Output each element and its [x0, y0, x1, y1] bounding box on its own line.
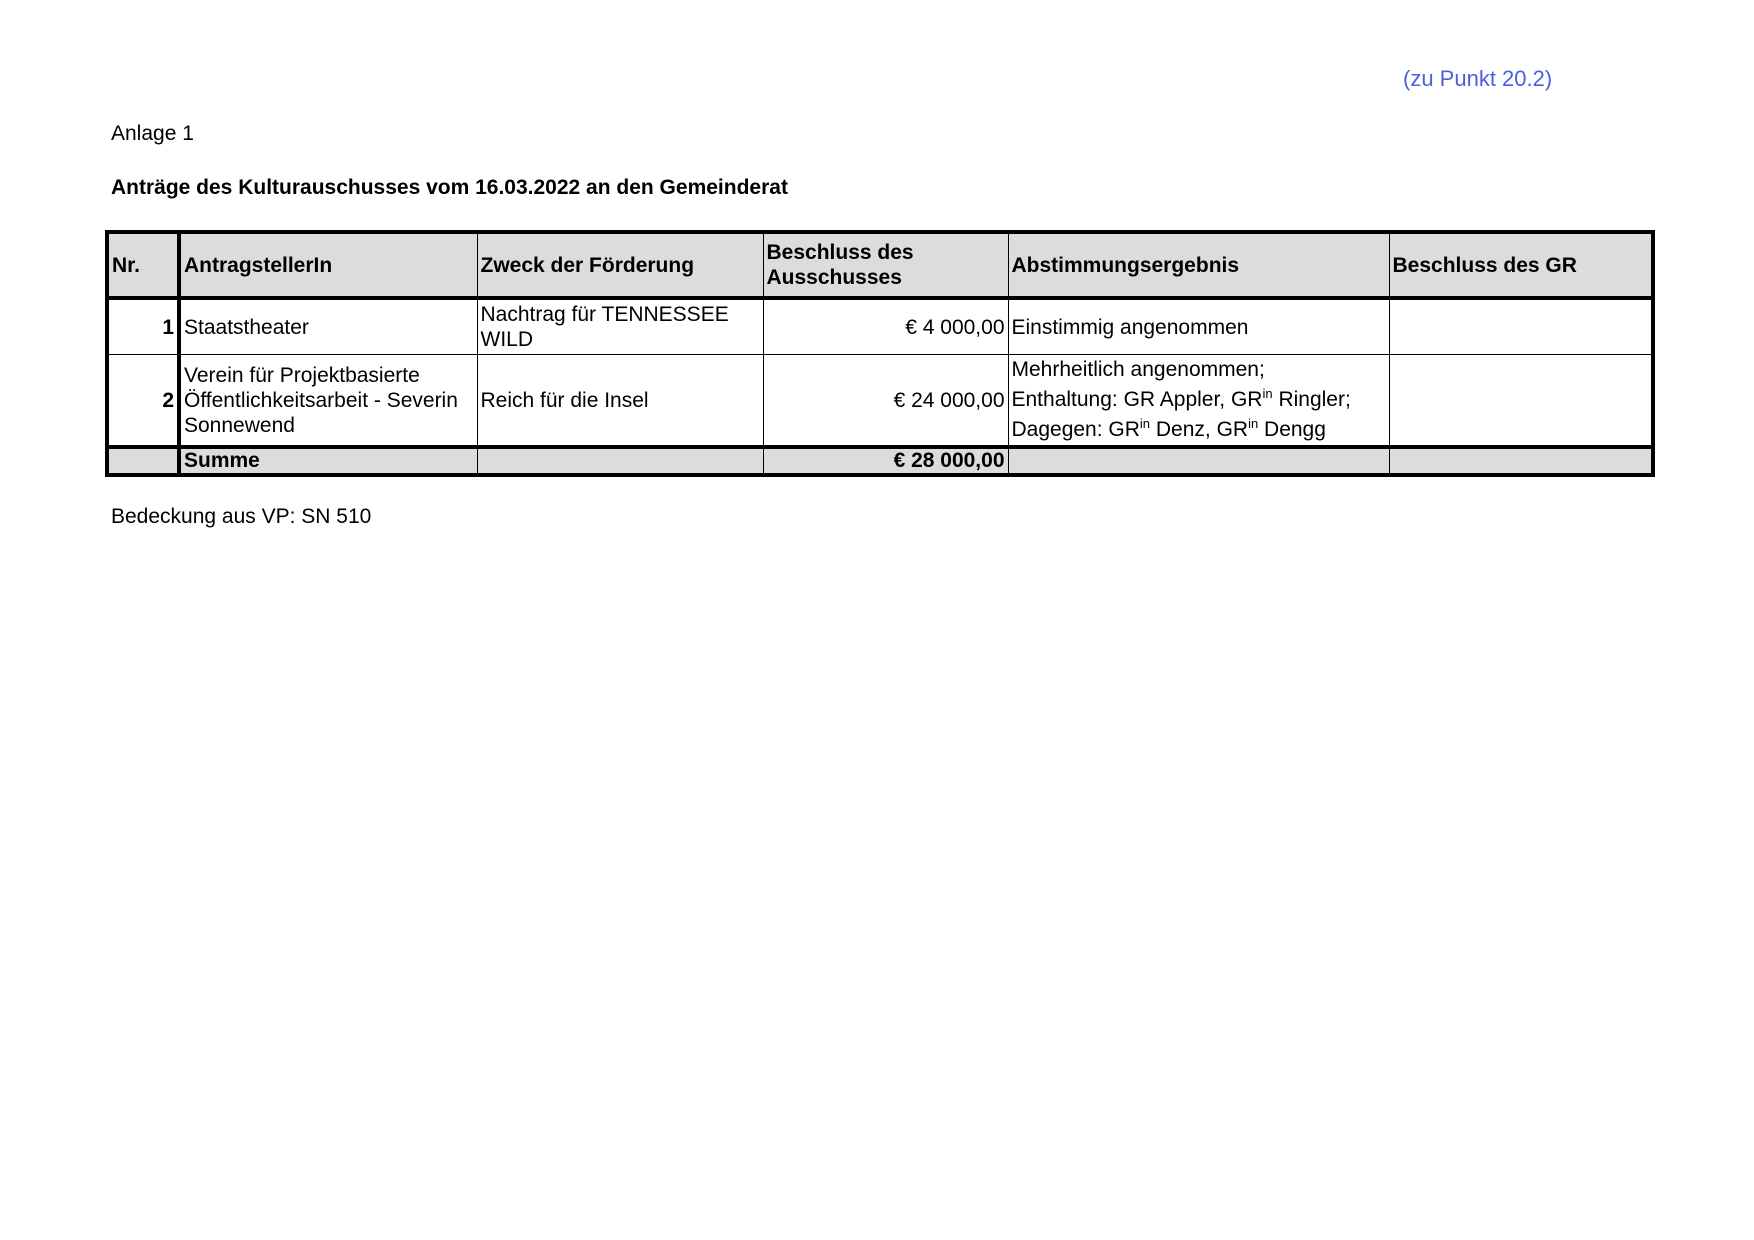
row-nr: 2: [107, 355, 179, 448]
row-applicant: Verein für Projektbasierte Öffentlichkeitsarbeit - Severin Sonnewend: [179, 355, 477, 448]
vote-line-2b: Ringler;: [1272, 388, 1351, 411]
table-header-row: [107, 232, 1653, 298]
row-nr: 1: [107, 298, 179, 355]
row-vote-result: Einstimmig angenommen: [1008, 298, 1389, 355]
sum-decision-cell: [1389, 447, 1653, 475]
coverage-note: Bedeckung aus VP: SN 510: [111, 505, 372, 528]
attachment-label: Anlage 1: [111, 122, 194, 145]
row-decision-gr: [1389, 355, 1653, 448]
header-decision-gr: Beschluss des GR: [1389, 232, 1653, 298]
reference-label: (zu Punkt 20.2): [1403, 66, 1553, 91]
sup-in: in: [1262, 386, 1273, 401]
sup-in: in: [1139, 416, 1151, 431]
vote-line-3b: Denz, GR: [1150, 418, 1249, 441]
row-purpose: Nachtrag für TENNESSEE WILD: [477, 298, 763, 355]
sum-row: [107, 447, 1653, 475]
row-vote-result: [1008, 355, 1389, 448]
sum-nr-cell: [107, 447, 179, 475]
header-applicant: AntragstellerIn: [179, 232, 477, 298]
document-title: Anträge des Kulturauschusses vom 16.03.2022 an den Gemeinderat: [111, 176, 788, 199]
vote-line-3a: Dagegen: GR: [1011, 418, 1140, 441]
sum-amount: € 28 000,00: [763, 447, 1008, 475]
row-amount: € 4 000,00: [763, 298, 1008, 355]
vote-line-2a: Enthaltung: GR Appler, GR: [1011, 388, 1263, 411]
sum-purpose-cell: [477, 447, 763, 475]
vote-line-3c: Dengg: [1258, 418, 1326, 441]
table-row: [107, 355, 1653, 448]
row-purpose: Reich für die Insel: [477, 355, 763, 448]
row-amount: € 24 000,00: [763, 355, 1008, 448]
header-decision-committee: Beschluss des Ausschusses: [763, 232, 1008, 298]
vote-line-1: Mehrheitlich angenommen;: [1011, 358, 1265, 381]
header-purpose: Zweck der Förderung: [477, 232, 763, 298]
row-applicant: Staatstheater: [179, 298, 477, 355]
sum-label: Summe: [179, 447, 477, 475]
sum-vote-cell: [1008, 447, 1389, 475]
table-row: [107, 298, 1653, 355]
applications-table: [105, 230, 1655, 477]
header-nr: Nr.: [107, 232, 179, 298]
sup-in: in: [1248, 416, 1259, 431]
row-decision-gr: [1389, 298, 1653, 355]
header-vote-result: Abstimmungsergebnis: [1008, 232, 1389, 298]
